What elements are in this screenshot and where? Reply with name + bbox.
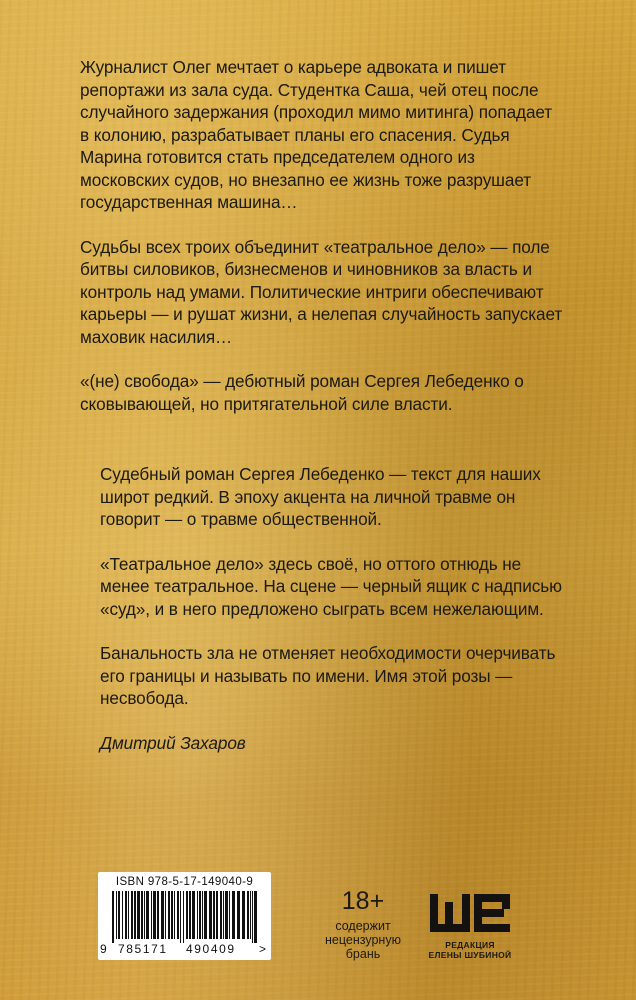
barcode-bar	[112, 891, 114, 943]
barcode-bar	[116, 891, 117, 939]
barcode-bar	[165, 891, 166, 939]
publisher-caption	[424, 940, 516, 960]
barcode-bar	[220, 891, 222, 939]
barcode-bar	[237, 891, 240, 939]
barcode-bar	[146, 891, 149, 939]
barcode-bar	[199, 891, 201, 939]
review-quote	[100, 463, 570, 754]
barcode-bar	[153, 891, 156, 939]
barcode-bar	[144, 891, 145, 939]
barcode-bar	[183, 891, 184, 943]
barcode-bar	[250, 891, 251, 939]
barcode-bar	[122, 891, 123, 939]
quote-paragraph: Банальность зла не отменяет необходимости очерчивать его границы и называть по имени. Имя этой розы — несвобода.	[100, 643, 556, 708]
barcode-bar	[157, 891, 159, 939]
barcode-bar	[134, 891, 136, 939]
barcode-bar	[171, 891, 173, 939]
isbn-barcode-box	[98, 872, 271, 960]
barcode-bar	[151, 891, 152, 939]
quote-paragraph: Судебный роман Сергея Лебеденко — текст для наших широт редкий. В эпоху акцента на личной травме он говорит — о травме общественной.	[100, 464, 541, 529]
isbn-digit-group: 490409	[186, 942, 236, 956]
age-rating-value: 18+	[341, 887, 385, 915]
barcode-bar	[125, 891, 127, 939]
isbn-label: ISBN 978-5-17-149040-9	[115, 876, 254, 888]
barcode-bar	[223, 891, 224, 939]
barcode-bar	[202, 891, 203, 939]
barcode-bar	[168, 891, 170, 939]
barcode-bar	[192, 891, 195, 939]
isbn-first-digit: 9	[100, 942, 109, 956]
barcode-bar	[180, 891, 181, 943]
annotation	[80, 56, 565, 437]
barcode-bar	[186, 891, 188, 939]
quote-paragraph: «Театральное дело» здесь своё, но оттого отнюдь не менее театральное. На сцене — черный ящик с надписью «суд», и в него предложено сыграть всем нежелающим.	[100, 553, 562, 619]
isbn-arrow: >	[259, 942, 268, 956]
annotation-paragraph: Журналист Олег мечтает о карьере адвоката и пишет репортажи из зала суда. Студентка Саша, чей отец после случайного задержания (проходил мимо митинга) попадает в колонию, разрабатывает планы его спасения. Судья Марина готовится стать председателем одного из московских судов, но внезапно ее жизнь тоже разрушает государственная машина…	[80, 57, 553, 212]
barcode-bar	[161, 891, 164, 939]
publisher-caption-line: РЕДАКЦИЯ	[445, 940, 495, 950]
quote-author: Дмитрий Захаров	[100, 732, 246, 753]
annotation-paragraph: «(не) свобода» — дебютный роман Сергея Лебеденко о сковывающей, но притягательной силе власти.	[80, 371, 524, 414]
barcode-bar	[197, 891, 198, 939]
barcode-bar	[141, 891, 143, 939]
publisher-caption-line: ЕЛЕНЫ ШУБИНОЙ	[428, 950, 512, 960]
publisher-logo	[424, 886, 516, 974]
barcode-bar	[216, 891, 218, 939]
barcode-bar	[242, 891, 245, 939]
age-rating-note: содержит нецензурную брань	[325, 919, 401, 961]
isbn-digit-group: 785171	[118, 942, 168, 956]
barcode-bar	[229, 891, 230, 939]
barcode-bar	[189, 891, 191, 939]
annotation-paragraph: Судьбы всех троих объединит «театральное дело» — поле битвы силовиков, бизнесменов и чиновников за власть и контроль над умами. Политические интриги обеспечивают карьеры — и рушат жизни, а нелепая случайность запускает маховик насилия…	[80, 236, 563, 347]
barcode-bar	[118, 891, 120, 939]
barcode-bar	[252, 891, 253, 943]
barcode-bar	[174, 891, 175, 939]
barcode-bar	[128, 891, 129, 939]
publisher-logo-icon	[424, 886, 516, 940]
barcode-bar	[177, 891, 179, 939]
age-rating	[322, 887, 404, 961]
barcode-bar	[254, 891, 257, 943]
barcode-bar	[213, 891, 215, 939]
barcode-bar	[204, 891, 207, 939]
barcode-icon	[112, 891, 258, 943]
barcode-bar	[209, 891, 212, 939]
barcode-bar	[232, 891, 235, 939]
barcode-bar	[137, 891, 140, 939]
barcode-bar	[131, 891, 133, 939]
barcode-bar	[225, 891, 228, 939]
barcode-bar	[247, 891, 249, 939]
